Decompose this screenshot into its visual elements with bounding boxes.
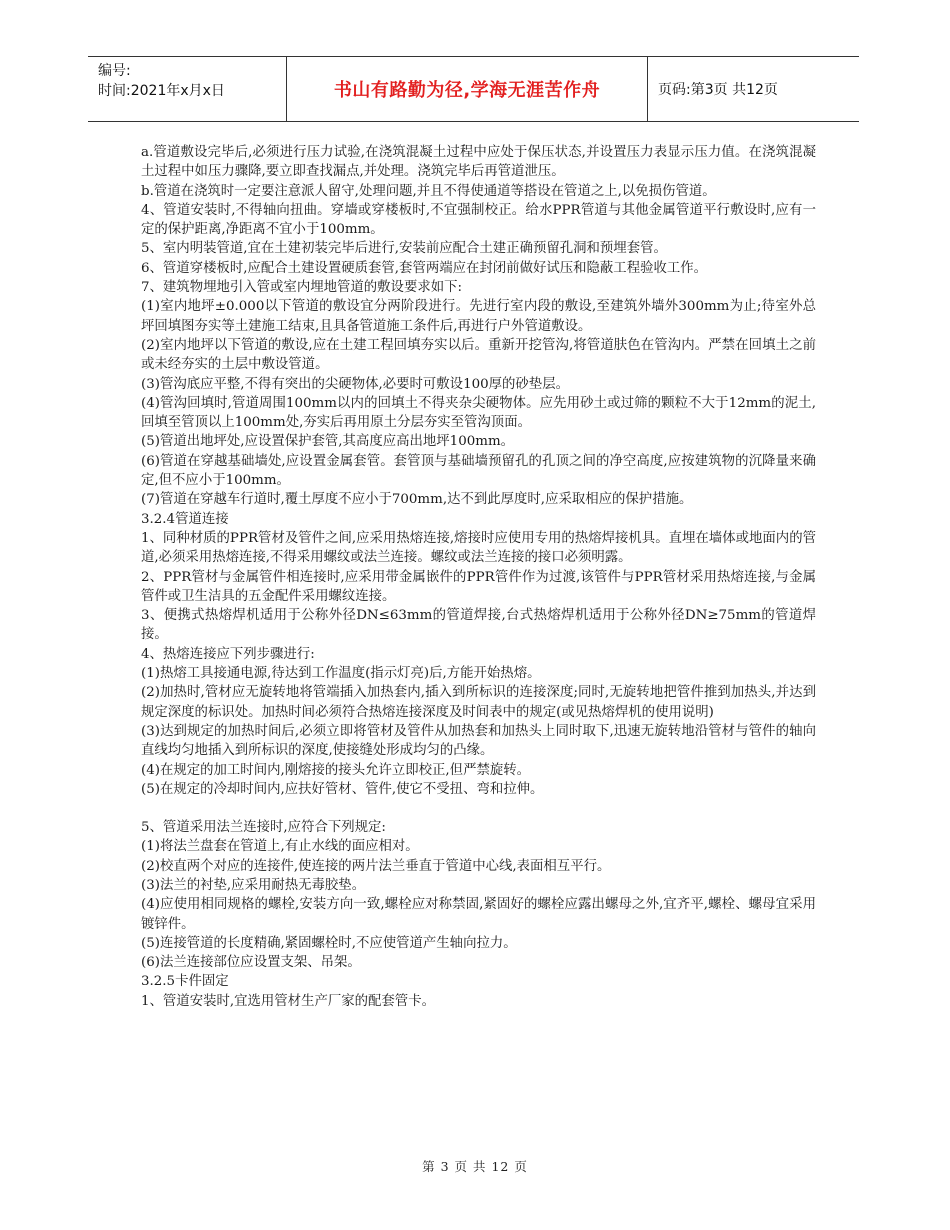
paragraph: (2)加热时,管材应无旋转地将管端插入加热套内,插入到所标识的连接深度;同时,无旋转地把管件推到加热头,并达到规定深度的标识处。加热时间必须符合热熔连接深度及时间表中的规定(或见热熔焊机的使用说明)	[141, 685, 816, 720]
paragraph: 4、管道安装时,不得轴向扭曲。穿墙或穿楼板时,不宜强制校正。给水PPR管道与其他金属管道平行敷设时,应有一定的保护距离,净距离不宜小于100mm。	[141, 202, 816, 238]
paragraph: (4)应使用相同规格的螺栓,安装方向一致,螺栓应对称禁固,紧固好的螺栓应露出螺母之外,宜齐平,螺栓、螺母宜采用镀锌件。	[141, 897, 816, 932]
page-header	[88, 56, 859, 122]
paragraph: (6)管道在穿越基础墙处,应设置金属套管。套管顶与基础墙预留孔的孔顶之间的净空高度,应按建筑物的沉降量来确定,但不应小于100mm。	[141, 453, 816, 489]
document-code-label: 编号:	[98, 63, 131, 79]
paragraph: (5)管道出地坪处,应设置保护套管,其高度应高出地坪100mm。	[141, 434, 515, 450]
paragraph: (4)在规定的加工时间内,刚熔接的接头允许立即校正,但严禁旋转。	[141, 762, 531, 778]
paragraph: (1)热熔工具接通电源,待达到工作温度(指示灯亮)后,方能开始热熔。	[141, 666, 541, 682]
paragraph: 5、室内明装管道,宜在土建初装完毕后进行,安装前应配合土建正确预留孔洞和预埋套管。	[141, 241, 667, 257]
paragraph: (7)管道在穿越车行道时,覆土厚度不应小于700mm,达不到此厚度时,应采取相应的保护措施。	[141, 492, 693, 508]
section-heading: 3.2.5卡件固定	[141, 974, 229, 990]
paragraph: 2、PPR管材与金属管件相连接时,应采用带金属嵌件的PPR管件作为过渡,该管件与PPR管材采用热熔连接,与金属管件或卫生洁具的五金配件采用螺纹连接。	[141, 569, 816, 604]
paragraph: 5、管道采用法兰连接时,应符合下列规定:	[141, 820, 386, 836]
paragraph: (5)在规定的冷却时间内,应扶好管材、管件,使它不受扭、弯和拉伸。	[141, 781, 544, 797]
paragraph: (1)将法兰盘套在管道上,有止水线的面应相对。	[141, 839, 419, 855]
header-page-info: 页码:第3页 共12页	[658, 82, 778, 98]
paragraph: 3、便携式热熔焊机适用于公称外径DN≤63mm的管道焊接,台式热熔焊机适用于公称外径DN≥75mm的管道焊接。	[141, 608, 816, 643]
document-body	[141, 143, 816, 1011]
paragraph: 1、管道安装时,宜选用管材生产厂家的配套管卡。	[141, 993, 435, 1009]
paragraph: (4)管沟回填时,管道周围100mm以内的回填土不得夹杂尖硬物体。应先用砂土或过筛的颗粒不大于12mm的泥土,回填至管顶以上100mm处,夯实后再用原土分层夯实至管沟顶面。	[141, 395, 816, 431]
paragraph: b.管道在浇筑时一定要注意派人留守,处理问题,并且不得使通道等搭设在管道之上,以免损伤管道。	[141, 183, 716, 199]
paragraph: (5)连接管道的长度精确,紧固螺栓时,不应使管道产生轴向拉力。	[141, 935, 517, 951]
paragraph: (3)达到规定的加热时间后,必须立即将管材及管件从加热套和加热头上同时取下,迅速无旋转地沿管材与管件的轴向直线均匀地插入到所标识的深度,使接缝处形成均匀的凸缘。	[141, 723, 816, 759]
paragraph: a.管道敷设完毕后,必须进行压力试验,在浇筑混凝土过程中应处于保压状态,并设置压力表显示压力值。在浇筑混凝土过程中如压力骤降,要立即查找漏点,并处理。浇筑完毕后再管道泄压。	[141, 145, 816, 180]
document-date: 时间:2021年x月x日	[98, 83, 225, 99]
paragraph: (3)管沟底应平整,不得有突出的尖硬物体,必要时可敷设100厚的砂垫层。	[141, 376, 569, 392]
page-footer: 第 3 页 共 12 页	[422, 1159, 528, 1174]
header-meta	[88, 57, 286, 121]
paragraph: 7、建筑物埋地引入管或室内埋地管道的敷设要求如下:	[141, 280, 463, 296]
paragraph: (1)室内地坪±0.000以下管道的敷设宜分两阶段进行。先进行室内段的敷设,至建筑外墙外300mm为止;待室外总坪回填图夯实等土建施工结束,且具备管道施工条件后,再进行户外管道敷设。	[141, 299, 816, 334]
paragraph: (6)法兰连接部位应设置支架、吊架。	[141, 955, 361, 971]
header-motto-cell	[286, 57, 648, 121]
paragraph: 6、管道穿楼板时,应配合土建设置硬质套管,套管两端应在封闭前做好试压和隐蔽工程验收工作。	[141, 260, 708, 276]
paragraph: (3)法兰的衬垫,应采用耐热无毒胶垫。	[141, 877, 366, 893]
paragraph: 1、同种材质的PPR管材及管件之间,应采用热熔连接,熔接时应使用专用的热熔焊接机具。直埋在墙体或地面内的管道,必须采用热熔连接,不得采用螺纹或法兰连接。螺纹或法兰连接的接口必须明露。	[141, 530, 816, 566]
paragraph: (2)校直两个对应的连接件,使连接的两片法兰垂直于管道中心线,表面相互平行。	[141, 858, 611, 874]
header-motto: 书山有路勤为径,学海无涯苦作舟	[333, 80, 601, 101]
paragraph: 4、热熔连接应下列步骤进行:	[141, 646, 315, 662]
section-heading: 3.2.4管道连接	[141, 511, 229, 527]
paragraph: (2)室内地坪以下管道的敷设,应在土建工程回填夯实以后。重新开挖管沟,将管道肤色在管沟内。严禁在回填土之前或未经夯实的土层中敷设管道。	[141, 337, 816, 373]
